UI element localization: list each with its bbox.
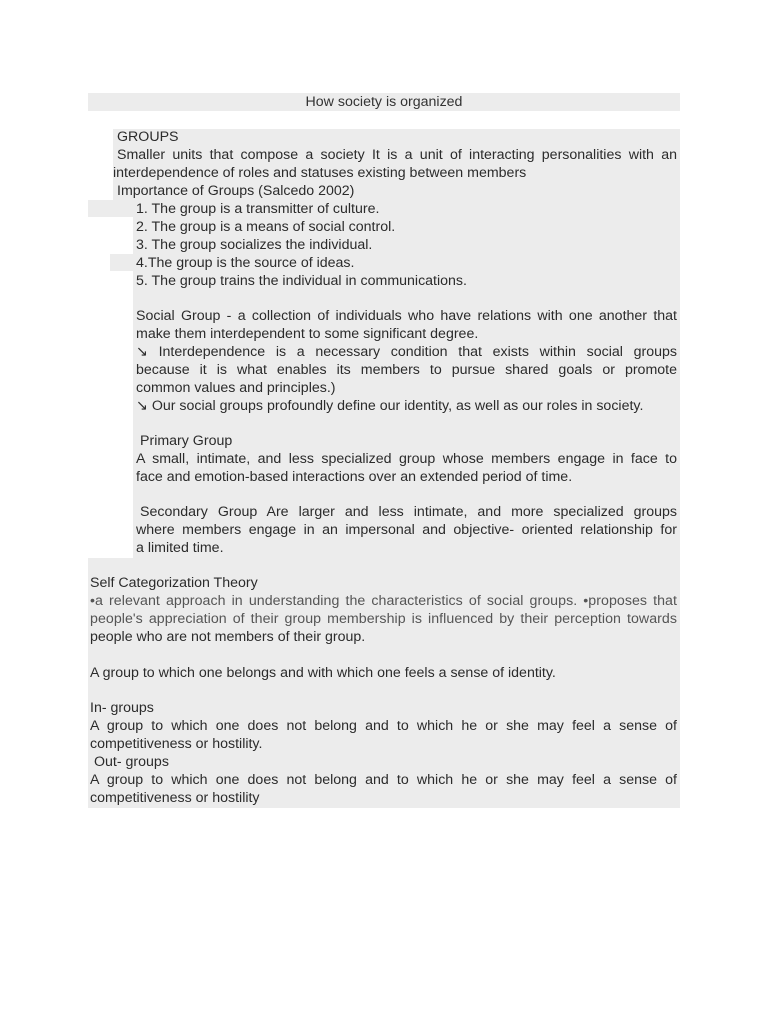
importance-item-2: 2. The group is a means of social control. bbox=[136, 219, 396, 235]
self-categorization-line-1: •a relevant approach in understanding the characteristics of social groups. •proposes that bbox=[90, 593, 677, 609]
in-groups-heading: In- groups bbox=[90, 700, 154, 716]
primary-group-line-1: A small, intimate, and less specialized group whose members engage in face to bbox=[136, 451, 677, 467]
out-groups-line-1: A group to which one does not belong and to which he or she may feel a sense of bbox=[90, 772, 677, 788]
secondary-group-line-1: Secondary Group Are larger and less intimate, and more specialized groups bbox=[140, 504, 677, 520]
primary-group-line-2: face and emotion-based interactions over an extended period of time. bbox=[136, 469, 573, 485]
out-groups-heading: Out- groups bbox=[94, 754, 169, 770]
out-groups-line-2: competitiveness or hostility bbox=[90, 790, 260, 806]
importance-item-1: 1. The group is a transmitter of culture. bbox=[136, 201, 380, 217]
social-group-line-1: Social Group - a collection of individuals who have relations with one another that bbox=[136, 308, 677, 324]
interdependence-bullet-line-2: because it is what enables its members to pursue shared goals or promote bbox=[136, 362, 677, 378]
interdependence-bullet-line-3: common values and principles.) bbox=[136, 380, 336, 396]
secondary-group-line-3: a limited time. bbox=[136, 540, 224, 556]
interdependence-bullet-line-1: ↘ Interdependence is a necessary condition that exists within social groups bbox=[136, 344, 677, 360]
groups-definition-line-2: interdependence of roles and statuses existing between members bbox=[113, 165, 527, 181]
importance-list-background-left bbox=[110, 254, 134, 271]
page-title: How society is organized bbox=[88, 93, 680, 111]
in-groups-line-2: competitiveness or hostility. bbox=[90, 736, 263, 752]
primary-group-heading: Primary Group bbox=[140, 433, 233, 449]
importance-heading: Importance of Groups (Salcedo 2002) bbox=[117, 183, 355, 199]
groups-heading: GROUPS bbox=[117, 129, 179, 145]
social-group-line-2: make them interdependent to some significant degree. bbox=[136, 326, 479, 342]
secondary-group-line-2: where members engage in an impersonal and objective- oriented relationship for bbox=[136, 522, 677, 538]
importance-item-4: 4.The group is the source of ideas. bbox=[136, 255, 355, 271]
importance-item-3: 3. The group socializes the individual. bbox=[136, 237, 373, 253]
identity-bullet: ↘ Our social groups profoundly define our identity, as well as our roles in society. bbox=[136, 398, 644, 414]
importance-item-5: 5. The group trains the individual in communications. bbox=[136, 273, 467, 289]
in-groups-line-1: A group to which one does not belong and to which he or she may feel a sense of bbox=[90, 718, 677, 734]
self-categorization-line-2: people's appreciation of their group membership is influenced by their perception towards bbox=[90, 611, 677, 627]
groups-definition-line-1: Smaller units that compose a society It is a unit of interacting personalities with an bbox=[117, 147, 677, 163]
self-categorization-line-3: people who are not members of their group. bbox=[90, 629, 366, 645]
belonging-definition: A group to which one belongs and with which one feels a sense of identity. bbox=[90, 665, 556, 681]
self-categorization-heading: Self Categorization Theory bbox=[90, 575, 258, 591]
